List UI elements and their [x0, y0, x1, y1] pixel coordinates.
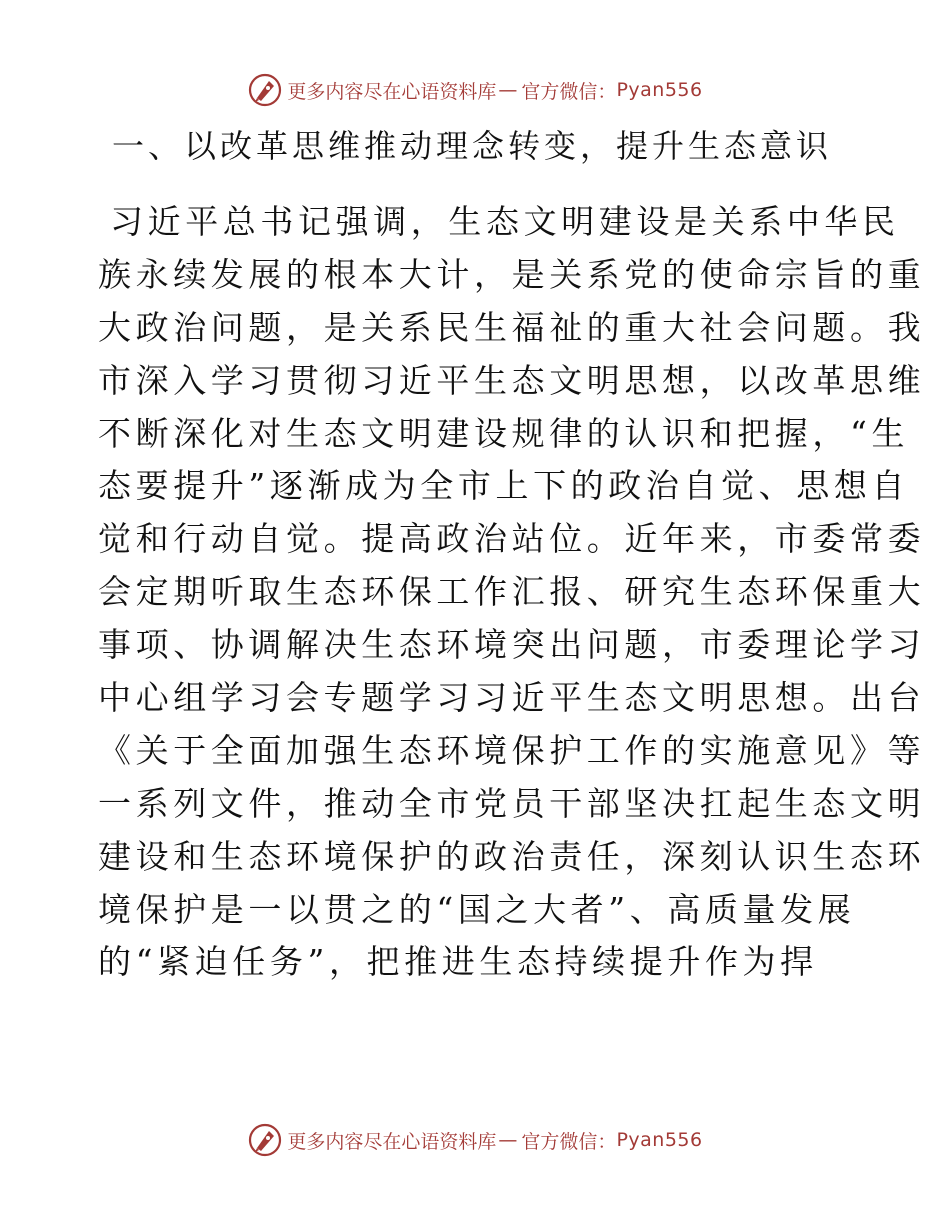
body-line: 《关于全面加强生态环境保护工作的实施意见》等	[98, 730, 926, 770]
header-banner	[0, 70, 950, 110]
banner-wechat-label: 官方微信：	[521, 1130, 617, 1153]
body-line: 觉和行动自觉。提高政治站位。近年来，市委常委	[98, 519, 926, 559]
body-line: 事项、协调解决生态环境突出问题，市委理论学习	[98, 625, 926, 665]
pen-nib-circle-icon	[247, 72, 283, 108]
body-line: 建设和生态环境保护的政治责任，深刻认识生态环	[98, 836, 926, 876]
banner-text: 更多内容尽在心语资料库	[287, 80, 497, 103]
body-line: 不断深化对生态文明建设规律的认识和把握，“生	[98, 413, 910, 453]
banner-separator: —	[498, 1129, 518, 1151]
banner-wechat-id: Pyan556	[616, 1129, 703, 1151]
banner-separator: —	[498, 79, 518, 101]
banner-text: 更多内容尽在心语资料库	[287, 1130, 497, 1153]
banner-wechat-id: Pyan556	[616, 79, 703, 101]
body-line: 中心组学习会专题学习习近平生态文明思想。出台	[98, 678, 926, 718]
footer-banner	[0, 1120, 950, 1160]
body-line: 习近平总书记强调，生态文明建设是关系中华民	[110, 202, 900, 241]
body-line: 的“紧迫任务”，把推进生态持续提升作为捍	[98, 942, 818, 982]
body-line: 态要提升”逐渐成为全市上下的政治自觉、思想自	[98, 466, 910, 506]
banner-wechat-label: 官方微信：	[521, 80, 617, 103]
body-line: 一系列文件，推动全市党员干部坚决扛起生态文明	[98, 783, 926, 823]
body-line: 会定期听取生态环保工作汇报、研究生态环保重大	[98, 572, 926, 612]
body-paragraph	[98, 196, 926, 989]
section-heading: 一、以改革思维推动理念转变，提升生态意识	[112, 127, 833, 165]
body-line: 市深入学习贯彻习近平生态文明思想，以改革思维	[98, 360, 926, 400]
pen-nib-circle-icon	[247, 1122, 283, 1158]
body-line: 大政治问题，是关系民生福祉的重大社会问题。我	[98, 307, 926, 347]
body-line: 境保护是一以贯之的“国之大者”、高质量发展	[98, 889, 856, 929]
body-line: 族永续发展的根本大计，是关系党的使命宗旨的重	[98, 254, 926, 294]
